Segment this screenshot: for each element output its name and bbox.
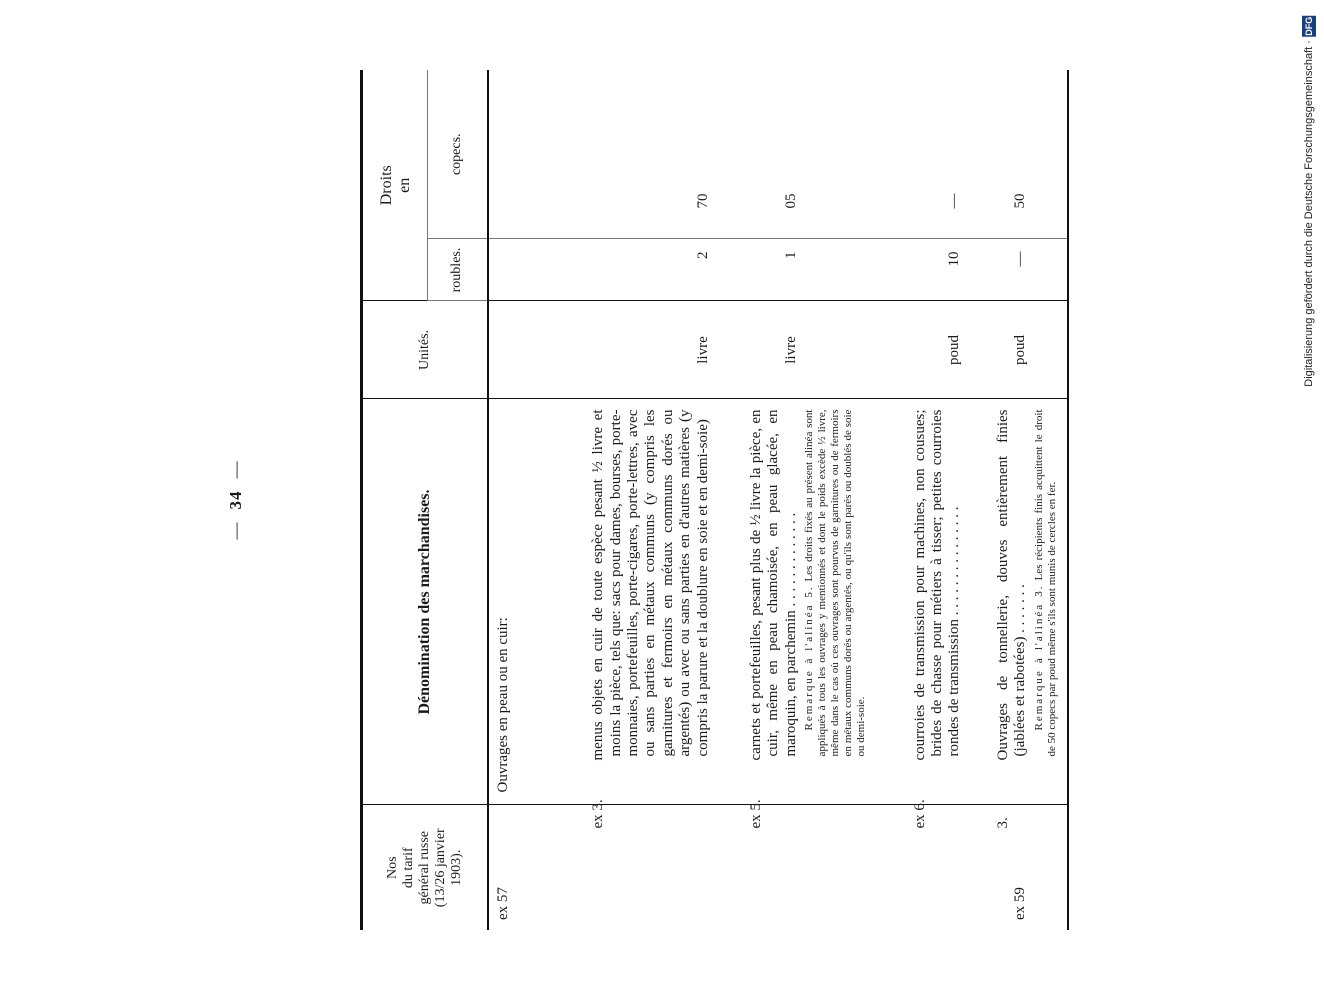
header-droits-en: en	[396, 177, 413, 193]
item-description	[712, 399, 800, 829]
item-text: carnets et portefeuilles, pesant plus de ½ livre la pièce, en cuir, même en peau chamoisée, en peau glacée, en maroquin, en parchemin . . . . . . . . . . . . .	[747, 409, 799, 761]
page-dash-right: —	[226, 460, 245, 479]
table-row	[488, 70, 512, 930]
page-number	[226, 70, 246, 930]
item-unit: poud	[868, 301, 964, 399]
item-text: courroies de transmission pour machines, non cousues; brides de chasse pour métiers à tisser; petites courroies rondes de transmission . . . . . . . . . . . . . . .	[911, 409, 963, 761]
header-no-line3: général russe	[416, 831, 432, 905]
item-unit: livre	[512, 301, 712, 399]
item-note	[1030, 399, 1068, 805]
header-tariff-number	[362, 805, 488, 930]
item-ex: ex 3.	[590, 799, 607, 829]
digitization-credit	[1302, 12, 1316, 387]
table-row	[964, 70, 1030, 930]
item-description	[964, 399, 1030, 829]
table-row	[868, 70, 964, 930]
item-text: Ouvrages de tonnellerie, douves entièrement finies (jablées et rabotées) . . . . . . .	[994, 409, 1029, 761]
item-description	[512, 399, 712, 829]
item-note	[800, 399, 868, 805]
note-text: Les droits fixés au présent alinéa sont appliqués à tous les ouvrages y mentionnés et dont le poids excède ½ livre, même dans le cas où ces ouvrages sont pourvus de garnitures ou de fermoirs en métaux communs dorés ou argentés, ou qu'ils sont parés ou doublés de soie ou demi-soie.	[802, 409, 867, 757]
item-copecs: 05	[712, 70, 800, 239]
header-denomination: Dénomination des marchandises.	[362, 399, 488, 805]
item-ex: 3.	[994, 817, 1011, 829]
credit-text: Digitalisierung gefördert durch die Deutsche Forschungsgemeinschaft ·	[1303, 40, 1315, 387]
note-text: Les récipients finis acquittent le droit de 50 copecs par poud même s'ils sont munis de cercles en fer.	[1032, 409, 1058, 757]
item-copecs: 50	[964, 70, 1030, 239]
note-label: Remarque à l'alinéa 5.	[802, 585, 815, 731]
header-units: Unités.	[362, 301, 488, 399]
header-no-line4: (13/26 janvier	[432, 828, 448, 908]
page-number-value: 34	[226, 490, 245, 510]
item-text: menus objets en cuir de toute espèce pesant ½ livre et moins la pièce, tels que: sacs pour dames, bourses, porte-monnaies, portefeuilles, porte-cigares, porte-lettres, avec ou sans parties en métaux communs (y compris les garnitures et fermoirs en métaux communs dorés ou argentés) ou avec ou sans parties en d'autres matières (y compris la parure et la doublure en soie et en demi-soie)	[590, 409, 711, 761]
tariff-number: ex 59	[1012, 887, 1029, 920]
tariff-number: ex 57	[494, 887, 511, 920]
dfg-logo: DFG	[1304, 17, 1314, 36]
header-droits	[362, 70, 428, 301]
table-row	[800, 70, 868, 930]
rotated-page	[222, 70, 1102, 930]
header-no-line2: du tarif	[400, 847, 416, 889]
header-roubles: roubles.	[428, 239, 488, 301]
item-copecs: —	[868, 70, 964, 239]
header-copecs: copecs.	[428, 70, 488, 239]
item-roubles: 1	[712, 239, 800, 301]
header-no-line5: 1903).	[448, 849, 464, 886]
page-dash-left: —	[226, 521, 245, 540]
header-droits-label: Droits	[377, 165, 395, 206]
item-ex: ex 5.	[747, 799, 764, 829]
table-row	[1030, 70, 1068, 930]
note-label: Remarque à l'alinéa 3.	[1032, 584, 1045, 731]
tariff-table	[360, 70, 1069, 930]
table-row	[712, 70, 800, 930]
item-description	[868, 399, 964, 829]
header-no-line1: Nos	[384, 856, 400, 880]
item-roubles: 2	[512, 239, 712, 301]
item-copecs: 70	[512, 70, 712, 239]
item-unit: poud	[964, 301, 1030, 399]
table-row	[512, 70, 712, 930]
section-heading: Ouvrages en peau ou en cuir:	[488, 399, 512, 805]
item-unit: livre	[712, 301, 800, 399]
item-ex: ex 6.	[911, 799, 928, 829]
item-roubles: —	[964, 239, 1030, 301]
item-roubles: 10	[868, 239, 964, 301]
